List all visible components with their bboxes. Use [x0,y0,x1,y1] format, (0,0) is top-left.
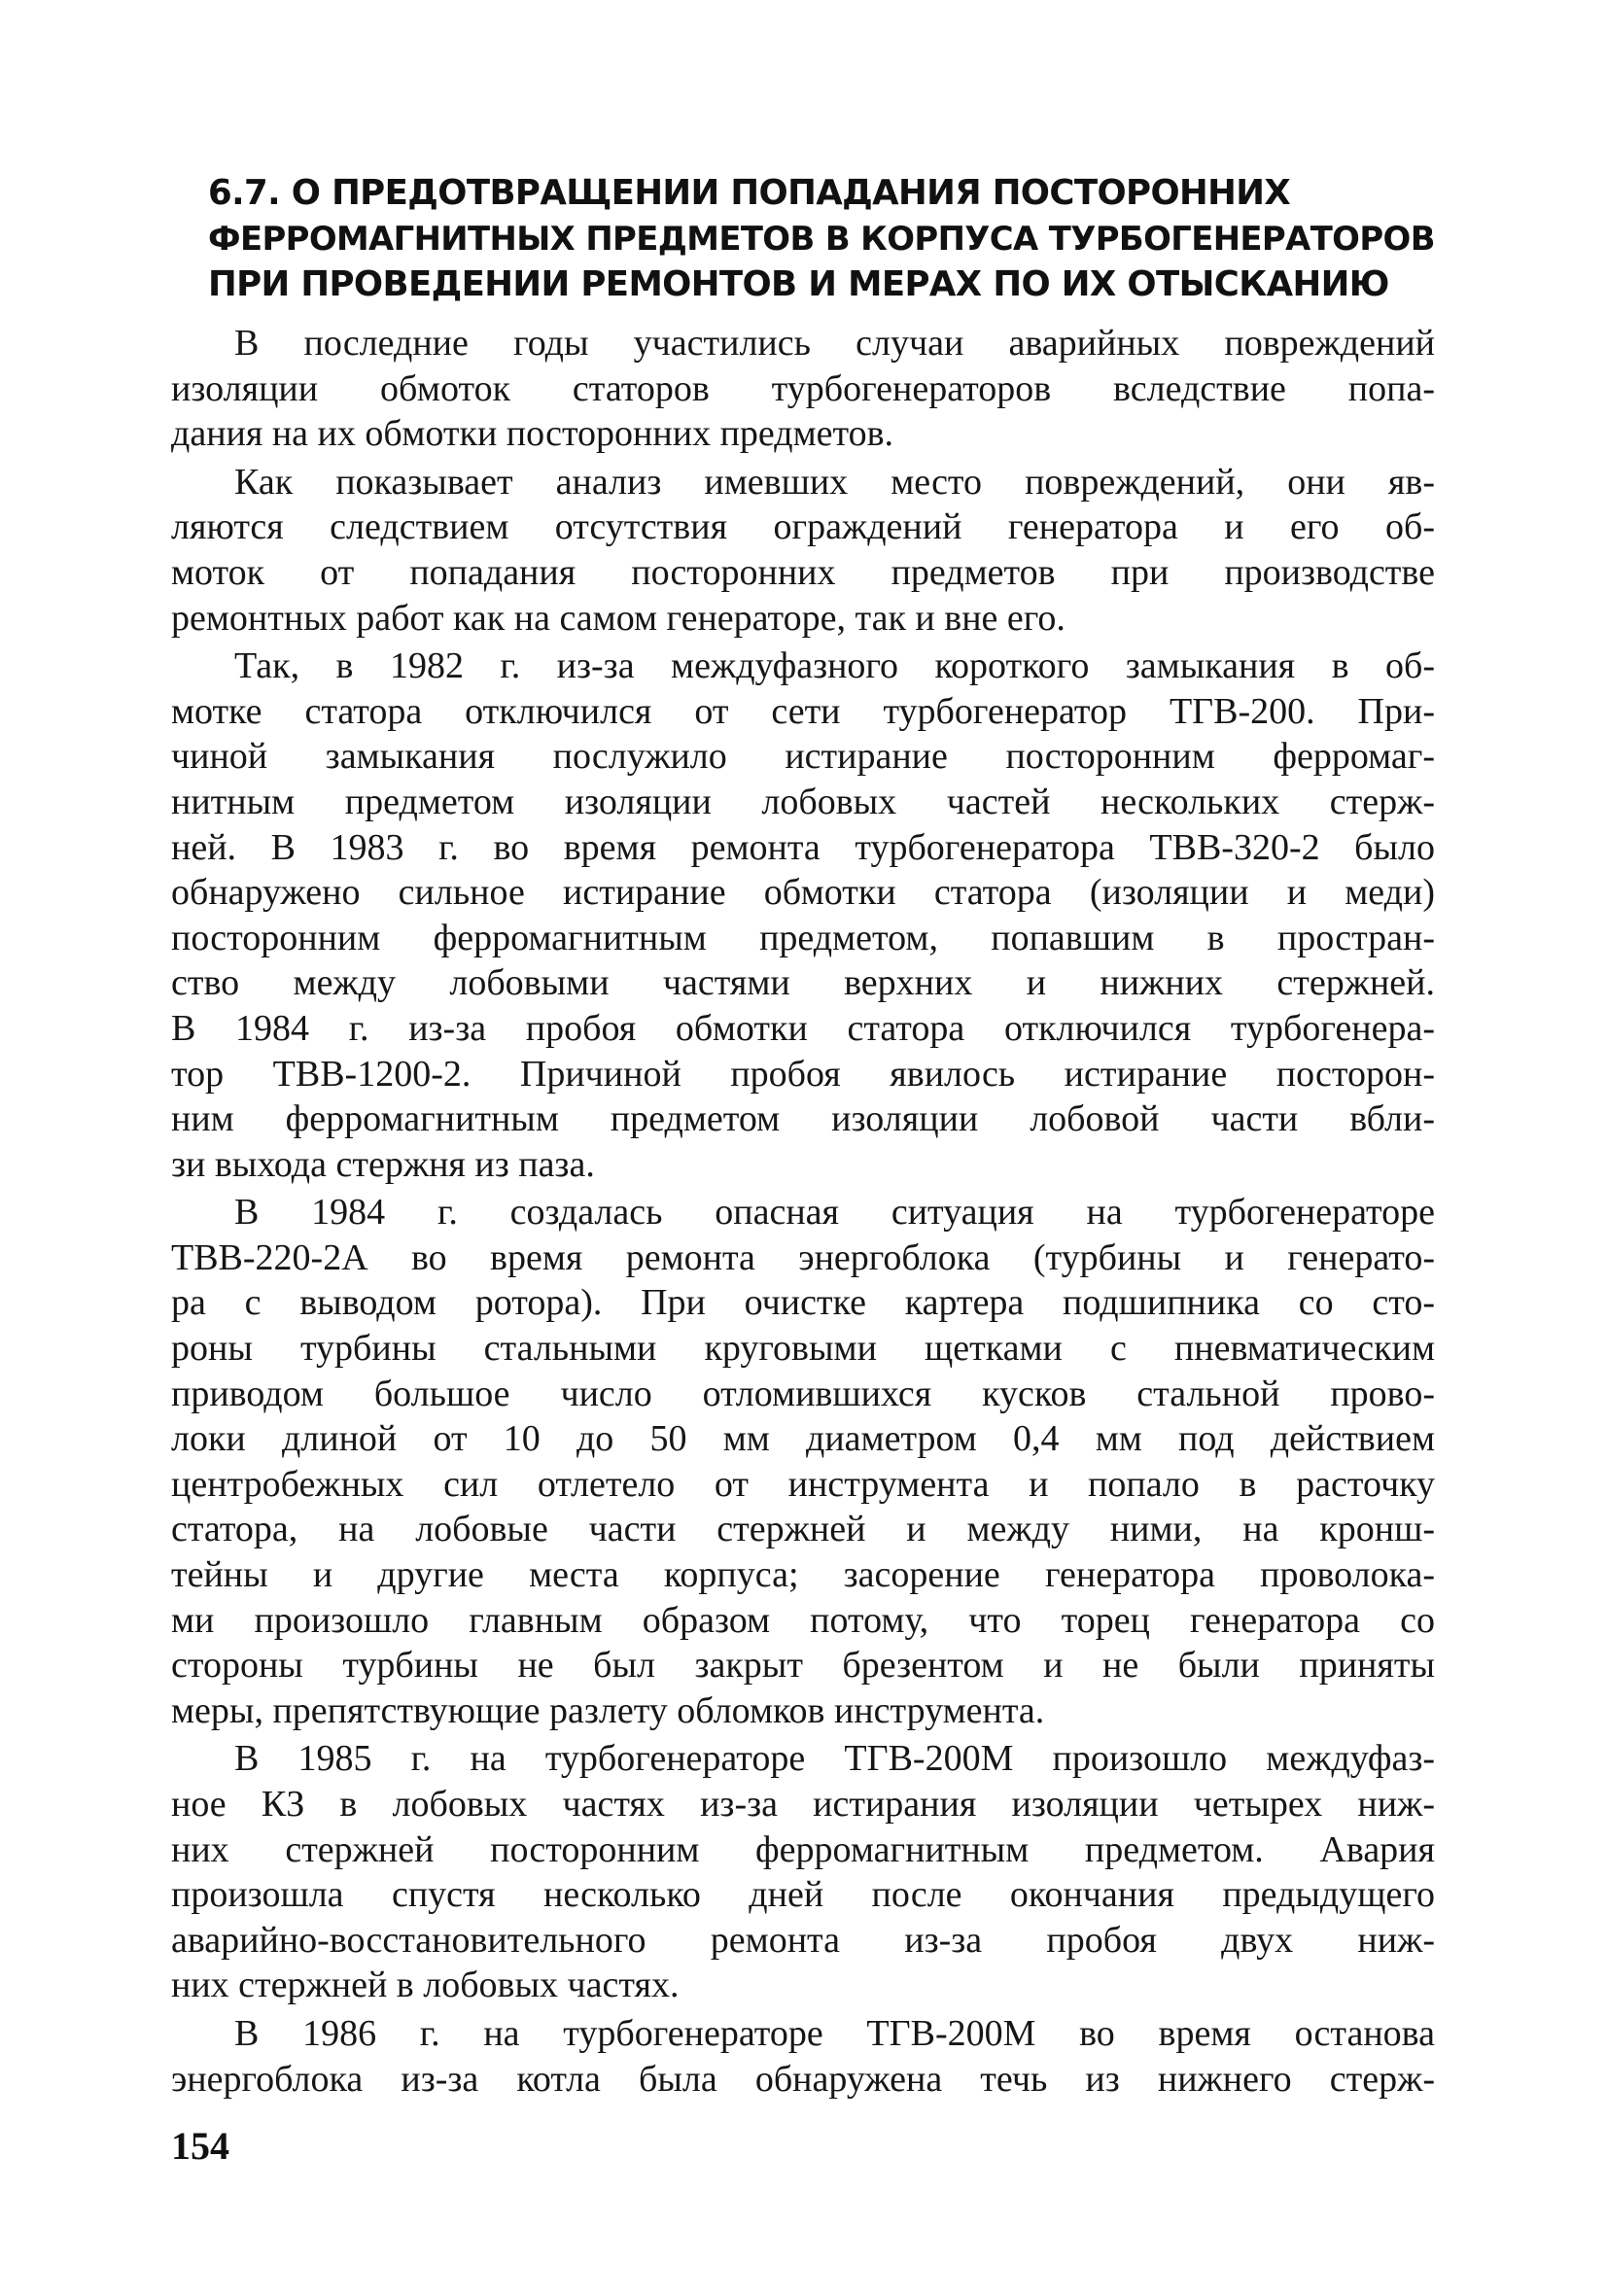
paragraph-6 [171,2011,1435,2102]
text-line: них стержней посторонним ферромагнитным предметом. Авария [171,1828,1435,1870]
text-line: Как показывает анализ имевших место повреждений, они яв- [234,461,1435,503]
text-line: меры, препятствующие разлету обломков инструмента. [171,1689,1045,1731]
text-line: ней. В 1983 г. во время ремонта турбогенератора ТВВ-320-2 было [171,826,1435,868]
text-line: изоляции обмоток статоров турбогенераторов вследствие попа- [171,367,1435,409]
body-text [171,321,1435,2105]
text-line: В 1984 г. создалась опасная ситуация на турбогенераторе [234,1192,1435,1234]
text-line: нитным предметом изоляции лобовых частей нескольких стерж- [171,781,1435,822]
text-line: аварийно-восстановительного ремонта из-за пробоя двух ниж- [171,1919,1435,1961]
text-line: зи выхода стержня из паза. [171,1143,595,1185]
text-line: мотке статора отключился от сети турбогенератор ТГВ-200. При- [171,690,1435,732]
heading-line: ПРИ ПРОВЕДЕНИИ РЕМОНТОВ И МЕРАХ ПО ИХ ОТЫСКАНИЮ [208,264,1389,304]
text-line: стороны турбины не был закрыт брезентом и не были приняты [171,1645,1435,1687]
page-number: 154 [171,2124,229,2168]
text-line: роны турбины стальными круговыми щетками с пневматическим [171,1328,1435,1370]
text-line: В последние годы участились случаи аварийных повреждений [234,323,1435,364]
text-line: тейны и другие места корпуса; засорение генератора проволока- [171,1554,1435,1596]
text-line: ним ферромагнитным предметом изоляции лобовой части вбли- [171,1098,1435,1140]
section-heading [208,170,1443,307]
text-line: ра с выводом ротора). При очистке картера подшипника со сто- [171,1282,1435,1324]
paragraph-4 [171,1190,1435,1733]
text-line: дания на их обмотки посторонних предметов. [171,413,894,455]
heading-line: 6.7. О ПРЕДОТВРАЩЕНИИ ПОПАДАНИЯ ПОСТОРОННИХ [208,173,1291,213]
paragraph-3 [171,644,1435,1187]
paragraph-5 [171,1736,1435,2008]
text-line: ное КЗ в лобовых частях из-за истирания изоляции четырех ниж- [171,1784,1435,1825]
text-line: ство между лобовыми частями верхних и нижних стержней. [171,962,1435,1004]
text-line: приводом большое число отломившихся кусков стальной прово- [171,1373,1435,1414]
text-line: центробежных сил отлетело от инструмента и попало в расточку [171,1463,1435,1505]
paragraph-1 [171,321,1435,457]
text-line: них стержней в лобовых частях. [171,1965,680,2006]
text-line: ТВВ-220-2А во время ремонта энергоблока (турбины и генерато- [171,1236,1435,1278]
text-line: моток от попадания посторонних предметов при производстве [171,551,1435,593]
text-line: В 1986 г. на турбогенераторе ТГВ-200М во время останова [234,2012,1435,2054]
text-line: ляются следствием отсутствия ограждений генератора и его об- [171,506,1435,548]
text-line: энергоблока из-за котла была обнаружена течь из нижнего стерж- [171,2058,1435,2100]
text-line: ми произошло главным образом потому, что торец генератора со [171,1599,1435,1641]
text-line: статора, на лобовые части стержней и между ними, на кронш- [171,1509,1435,1550]
text-line: локи длиной от 10 до 50 мм диаметром 0,4 мм под действием [171,1418,1435,1460]
text-line: чиной замыкания послужило истирание посторонним ферромаг- [171,736,1435,778]
paragraph-2 [171,460,1435,641]
text-line: посторонним ферромагнитным предметом, попавшим в простран- [171,917,1435,958]
text-line: ремонтных работ как на самом генераторе, так и вне его. [171,597,1066,639]
text-line: обнаружено сильное истирание обмотки статора (изоляции и меди) [171,872,1435,914]
text-line: произошла спустя несколько дней после окончания предыдущего [171,1874,1435,1916]
text-line: В 1985 г. на турбогенераторе ТГВ-200М произошло междуфаз- [234,1738,1435,1780]
text-line: В 1984 г. из-за пробоя обмотки статора отключился турбогенера- [171,1007,1435,1049]
heading-line: ФЕРРОМАГНИТНЫХ ПРЕДМЕТОВ В КОРПУСА ТУРБОГЕНЕРАТОРОВ [208,220,1435,258]
text-line: Так, в 1982 г. из-за междуфазного короткого замыкания в об- [234,645,1435,687]
text-line: тор ТВВ-1200-2. Причиной пробоя явилось истирание посторон- [171,1053,1435,1095]
